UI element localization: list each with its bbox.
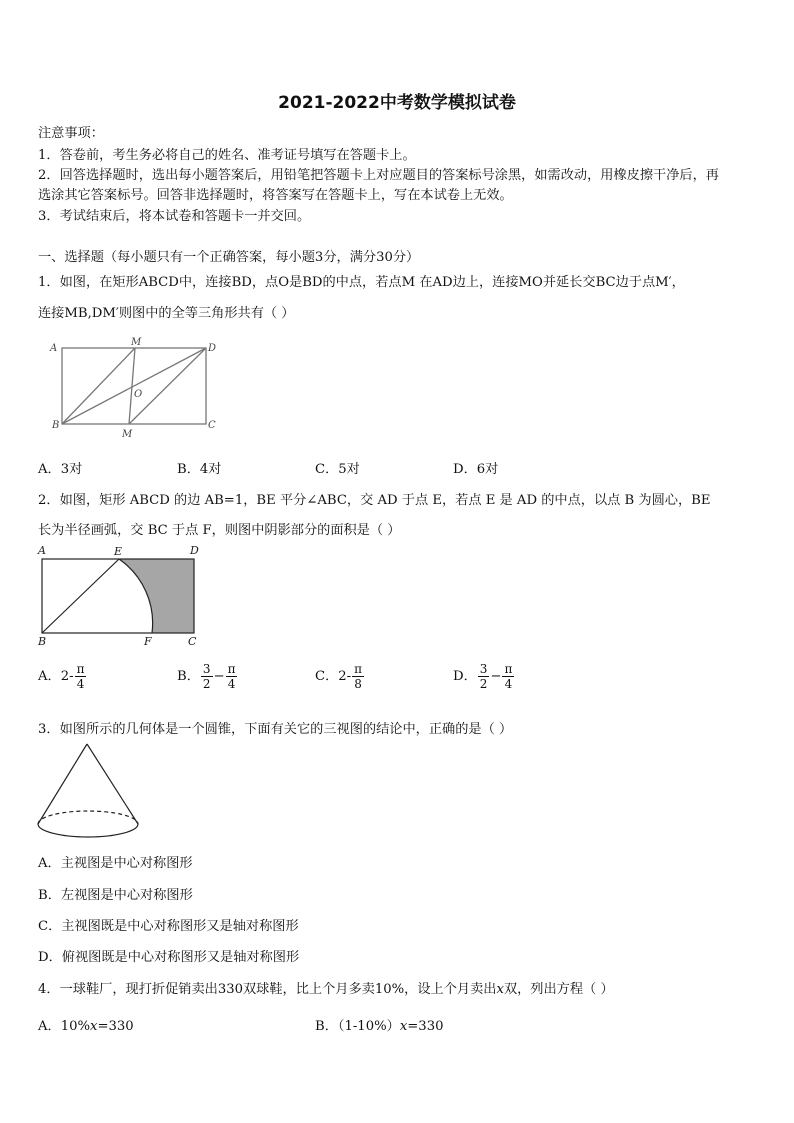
question-3-text: 3．如图所示的几何体是一个圆锥，下面有关它的三视图的结论中，正确的是（ ） [38,722,513,737]
option-b: B．4对 [177,462,222,477]
notice-item: 2．回答选择题时，选出每小题答案后，用铅笔把答题卡上对应题目的答案标号涂黑，如需改动，用橡皮擦干净后，再 [38,168,719,183]
point-label: E [114,545,123,558]
option-d: D．6对 [453,462,499,477]
point-label: M [131,337,142,348]
section-heading: 一、选择题（每小题只有一个正确答案，每小题3分，满分30分） [38,250,420,265]
point-label: C [208,420,216,431]
question-2-figure [34,543,206,651]
point-label: D [208,343,217,354]
option-b: B．左视图是中心对称图形 [38,888,193,903]
point-label: C [188,635,197,648]
question-1-figure [46,336,226,444]
question-3-cone-figure [34,740,144,844]
point-label: D [190,544,199,557]
page-title: 2021-2022中考数学模拟试卷 [278,93,516,113]
option-a: A．主视图是中心对称图形 [38,856,193,871]
notice-item: 3．考试结束后，将本试卷和答题卡一并交回。 [38,209,311,224]
option-b: B．（1-10%）x=330 [315,1019,444,1034]
notice-heading: 注意事项： [38,126,104,141]
option-c: C．2- $\frac{\pi}{8}$ [315,662,363,691]
question-1-text: 连接MB,DM′则图中的全等三角形共有（ ） [38,306,295,321]
point-label: A [50,343,58,354]
option-c: C．主视图既是中心对称图形又是轴对称图形 [38,919,299,934]
option-b: B． $\frac{3}{2}$ − $\frac{\pi}{4}$ [177,662,236,691]
option-a: A．3对 [38,462,83,477]
question-4-text: 4．一球鞋厂，现打折促销卖出330双球鞋，比上个月多卖10%，设上个月卖出x双，列出方程（ ） [38,982,614,997]
question-2-text: 长为半径画弧，交 BC 于点 F，则图中阴影部分的面积是（ ） [38,523,401,538]
question-2-text: 2．如图，矩形 ABCD 的边 AB=1，BE 平分∠ABC，交 AD 于点 E，若点 E 是 AD 的中点，以点 B 为圆心，BE [38,493,711,508]
notice-item: 选涂其它答案标号。回答非选择题时，将答案写在答题卡上，写在本试卷上无效。 [38,188,513,203]
point-label: M [122,429,133,440]
option-a: A．2- $\frac{\pi}{4}$ [38,662,85,691]
point-label: B [38,635,47,648]
option-d: D． $\frac{3}{2}$ − $\frac{\pi}{4}$ [453,662,513,691]
point-label: B [52,420,60,431]
option-c: C．5对 [315,462,360,477]
point-label: O [134,389,143,400]
notice-item: 1．答卷前，考生务必将自己的姓名、准考证号填写在答题卡上。 [38,148,416,163]
point-label: A [38,544,46,557]
point-label: F [144,635,152,648]
question-1-text: 1．如图，在矩形ABCD中，连接BD，点O是BD的中点，若点M 在AD边上，连接MO并延长交BC边于点M′， [38,275,685,290]
option-d: D．俯视图既是中心对称图形又是轴对称图形 [38,950,300,965]
option-a: A．10%x=330 [38,1019,134,1034]
